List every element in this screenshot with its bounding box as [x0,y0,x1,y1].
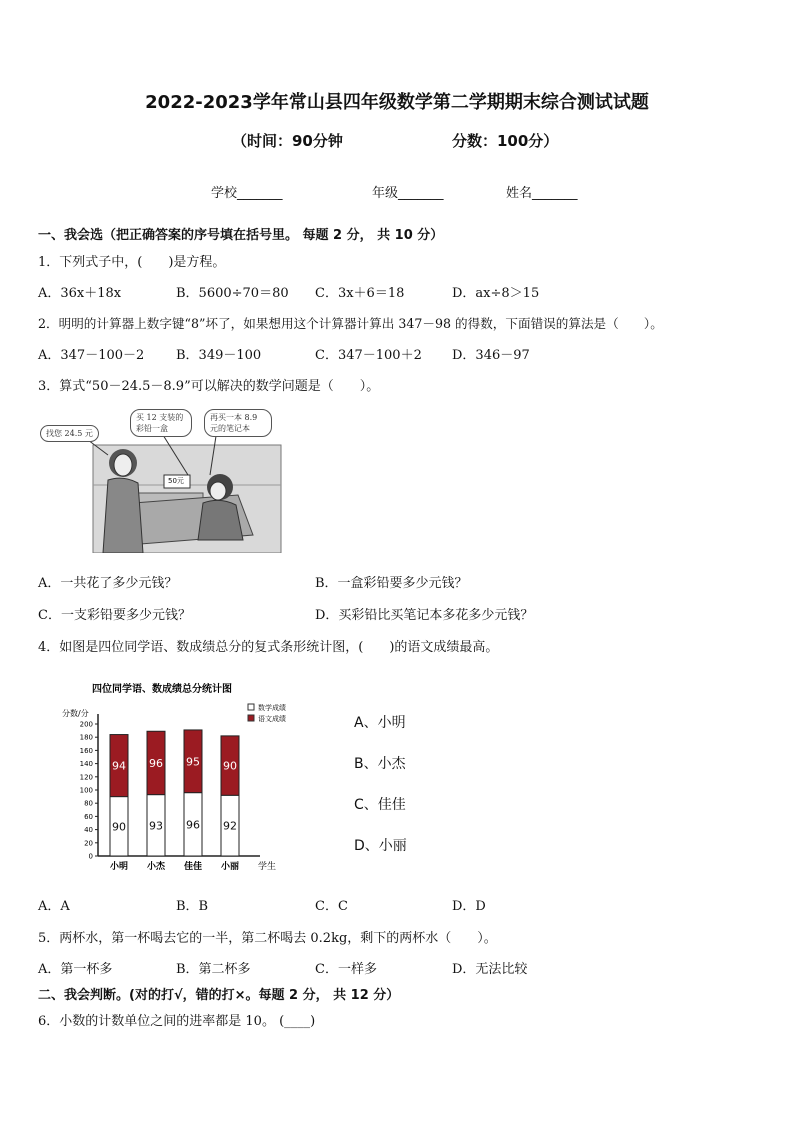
y-tick-label: 180 [79,733,93,742]
data-label-math-1: 90 [112,820,126,834]
q2-option-c: C．347－100＋2 [315,348,422,363]
legend-math-swatch [248,704,254,710]
q4-option-b: B．B [176,899,209,914]
y-tick-label: 80 [84,799,93,808]
y-tick-label: 160 [79,746,93,755]
question-3: 3．算式“50－24.5－8.9”可以解决的数学问题是（ ）。 [38,379,380,394]
y-tick-label: 40 [84,826,93,835]
x-axis-label: 学生 [258,862,277,872]
q4-option-a: A．A [38,899,70,914]
q5-option-d: D．无法比较 [452,962,528,977]
question-6: 6．小数的计数单位之间的进率都是 10。 (____) [38,1014,316,1029]
y-tick-label: 120 [79,773,93,782]
y-tick-label: 100 [79,786,93,795]
y-tick-label: 140 [79,760,93,769]
data-label-chinese-4: 90 [223,759,237,773]
q5-option-a: A．第一杯多 [38,962,113,977]
q2-option-a: A．347－100－2 [38,348,145,363]
name-field: 姓名_______ [506,186,578,201]
q4-option-c: C．C [315,899,348,914]
side-option-a: A、小明 [354,715,406,731]
question-2: 2．明明的计算器上数字键“8”坏了，如果想用这个计算器计算出 347－98 的得数，下面错误的算法是（ ）。 [38,316,663,331]
data-label-chinese-3: 95 [186,755,200,769]
x-tick-label: 小丽 [220,862,240,872]
side-option-b: B、小杰 [354,756,406,772]
data-label-math-3: 96 [186,818,200,832]
q1-option-d: D．ax÷8＞15 [452,286,540,301]
x-tick-label: 佳佳 [183,862,203,872]
x-tick-label: 小杰 [146,862,166,872]
chart-title: 四位同学语、数成绩总分统计图 [92,684,232,695]
score-chart [60,676,300,876]
score-label: 分数：100分） [452,132,559,150]
grade-field: 年级_______ [372,186,444,201]
data-label-math-2: 93 [149,819,163,833]
q3-option-a: A．一共花了多少元钱？ [38,576,178,591]
school-field: 学校_______ [211,186,283,201]
q3-option-b: B．一盒彩铅要多少元钱？ [315,576,468,591]
question-4: 4．如图是四位同学语、数成绩总分的复式条形统计图，( )的语文成绩最高。 [38,640,499,655]
q5-option-c: C．一样多 [315,962,377,977]
q3-option-c: C．一支彩铅要多少元钱？ [38,608,191,623]
y-tick-label: 0 [88,852,93,861]
data-label-chinese-1: 94 [112,759,126,773]
page-title: 2022-2023学年常山县四年级数学第二学期期末综合测试试题 [145,92,649,113]
bubble-notebook: 再买一本 8.9 元的笔记本 [204,409,272,437]
bubble-colored-pencils: 买 12 支装的 彩铅一盒 [130,409,192,437]
shopping-illustration [38,405,283,553]
q1-option-a: A．36x＋18x [38,286,122,301]
q2-option-b: B．349－100 [176,348,262,363]
bubble-change: 找您 24.5 元 [40,425,99,442]
legend-chinese-swatch [248,715,254,721]
side-option-c: C、佳佳 [354,797,406,813]
question-5: 5．两杯水，第一杯喝去它的一半，第二杯喝去 0.2kg，剩下的两杯水（ ）。 [38,931,497,946]
y-tick-label: 200 [79,720,93,729]
q1-option-b: B．5600÷70＝80 [176,286,289,301]
y-axis-label: 分数/分 [62,709,89,718]
x-tick-label: 小明 [109,862,129,872]
q3-option-d: D．买彩铅比买笔记本多花多少元钱？ [315,608,534,623]
question-1: 1．下列式子中，( )是方程。 [38,255,226,270]
price-tag: 50元 [168,477,184,485]
y-tick-label: 60 [84,812,93,821]
q4-option-d: D．D [452,899,486,914]
q1-option-c: C．3x＋6＝18 [315,286,405,301]
q5-option-b: B．第二杯多 [176,962,251,977]
section-2-heading: 二、我会判断。(对的打√，错的打×。每题 2 分， 共 12 分） [38,988,400,1003]
data-label-chinese-2: 96 [149,756,163,770]
legend-chinese-label: 语文成绩 [258,715,286,723]
y-tick-label: 20 [84,839,93,848]
section-1-heading: 一、我会选（把正确答案的序号填在括号里。 每题 2 分， 共 10 分） [38,228,444,243]
legend-math-label: 数学成绩 [258,704,286,712]
q2-option-d: D．346－97 [452,348,530,363]
side-option-d: D、小丽 [354,838,407,854]
data-label-math-4: 92 [223,819,237,833]
time-label: （时间：90分钟 [232,132,343,150]
